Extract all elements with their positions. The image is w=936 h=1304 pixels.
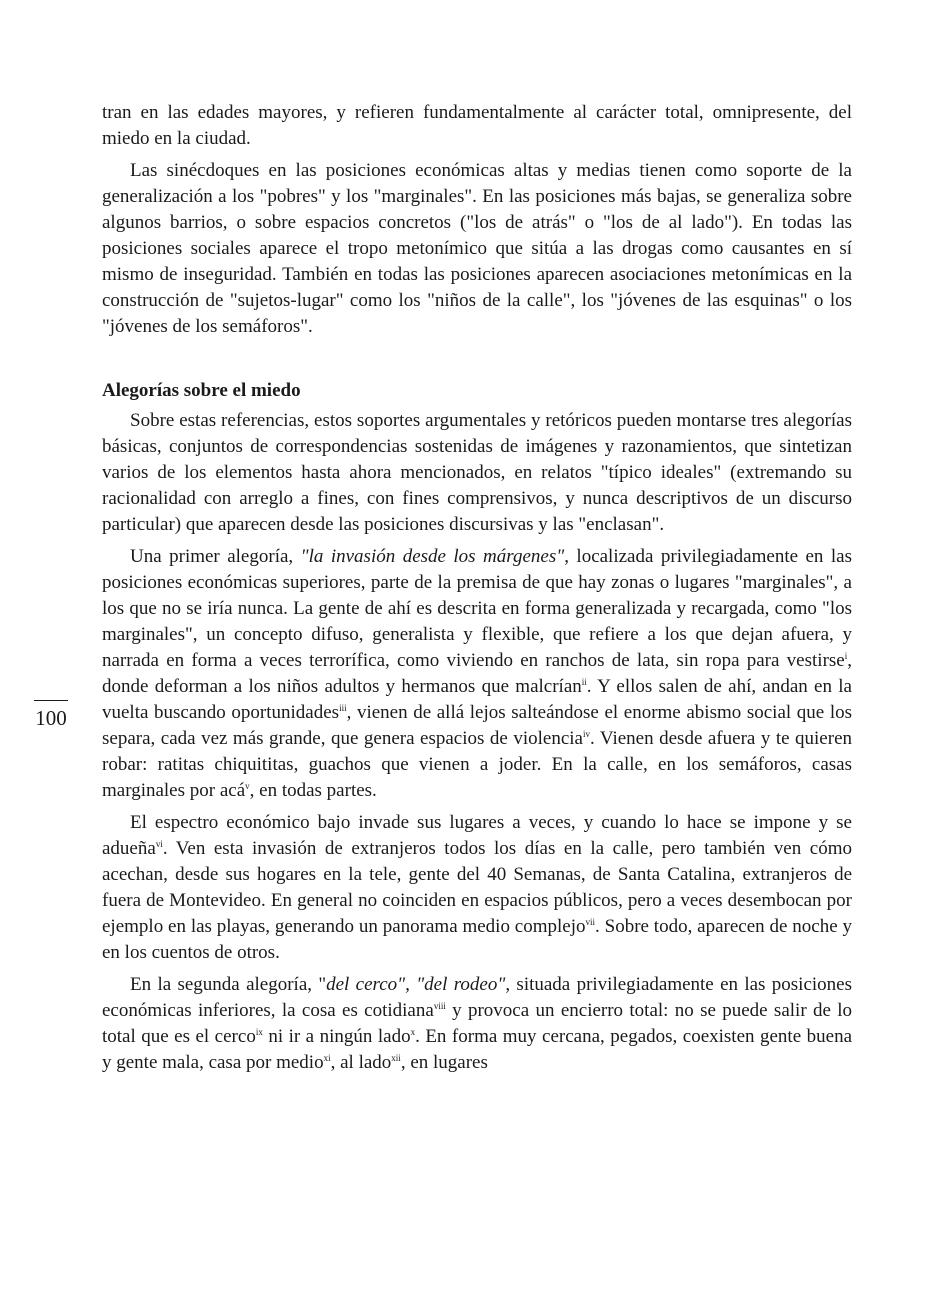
footnote-marker: v — [245, 781, 250, 791]
footnote-marker: iv — [582, 729, 590, 739]
text-run: . Sobre todo, aparecen de noche y en los cuentos de otros. — [102, 916, 852, 963]
italic-phrase: del cerco", "del rodeo" — [326, 974, 506, 995]
text-run: , vienen de allá lejos salteándose el enorme abismo social que los separa, cada vez más grande, que genera espacios de violencia — [102, 702, 852, 749]
text-run: y provoca un encierro total: no se puede salir de lo total que es el cerco — [102, 1000, 853, 1047]
footnote-marker: x — [410, 1027, 416, 1037]
section-heading: Alegorías sobre el miedo — [102, 380, 301, 401]
paragraph-synecdoche — [102, 158, 852, 340]
text-run: tran en las edades mayores, y refieren fundamentalmente al carácter total, omnipresente, del miedo en la ciudad. — [102, 102, 852, 149]
footnote-marker: ii — [581, 677, 587, 687]
text-run: ni ir a ningún lado — [262, 1026, 411, 1047]
paragraph-allegories-intro — [102, 408, 852, 538]
text-run: . Vienen desde afuera y te quieren robar: ratitas chiquititas, guachos que vienen a joder. En la calle, en los semáforos, casas marginales por acá — [102, 728, 853, 801]
text-run: , en todas partes. — [249, 780, 377, 801]
text-run: . Y ellos salen de ahí, andan en la vuelta buscando oportunidades — [102, 676, 852, 723]
text-run: , situada privilegiadamente en las posiciones económicas inferiores, la cosa es cotidiana — [102, 974, 852, 1021]
page-number-text: 100 — [35, 706, 67, 730]
text-run: , en lugares — [400, 1052, 488, 1073]
paragraph-first-allegory — [102, 544, 852, 804]
paragraph-second-allegory — [102, 972, 852, 1076]
footnote-marker: viii — [433, 1001, 446, 1011]
page-number — [32, 700, 70, 731]
text-run: , al lado — [330, 1052, 392, 1073]
text-run: El espectro económico bajo invade sus lugares a veces, y cuando lo hace se impone y se adueña — [102, 812, 852, 859]
paragraph-continued — [102, 100, 852, 152]
page-number-rule — [34, 700, 68, 701]
text-run: Las sinécdoques en las posiciones económicas altas y medias tienen como soporte de la generalización a los "pobres" y los "marginales". En las posiciones más bajas, se generaliza sobre algunos barrios, o sobre espacios concretos ("los de atrás" o "los de al lado"). En todas las posiciones sociales aparece el tropo metonímico que sitúa a las drogas como causantes en sí mismo de inseguridad. También en todas las posiciones aparecen asociaciones metonímicas en la construcción de "sujetos-lugar" como los "niños de la calle", los "jóvenes de las esquinas" o los "jóvenes de los semáforos". — [102, 160, 852, 337]
text-run: . En forma muy cercana, pegados, coexisten gente buena y gente mala, casa por medio — [102, 1026, 852, 1073]
text-run: , donde deforman a los niños adultos y hermanos que malcrían — [102, 650, 852, 697]
footnote-marker: iii — [339, 703, 347, 713]
text-run: En la segunda alegoría, " — [130, 974, 327, 995]
footnote-marker: vii — [585, 917, 596, 927]
text-run: , localizada privilegiadamente en las posiciones económicas superiores, parte de la premisa de que hay zonas o lugares "marginales", a los que no se iría nunca. La gente de ahí es descrita en forma generalizada y recargada, como "los marginales", un concepto difuso, generalista y flexible, que refiere a los que dejan afuera, y narrada en forma a veces terrorífica, como viviendo en ranchos de lata, sin ropa para vestirse — [102, 546, 853, 671]
footnote-marker: i — [844, 651, 848, 661]
italic-phrase: "la invasión desde los márgenes" — [300, 546, 565, 567]
text-run: Sobre estas referencias, estos soportes argumentales y retóricos pueden montarse tres alegorías básicas, conjuntos de correspondencias sostenidas de imágenes y razonamientos, que sintetizan varios de los elementos hasta ahora mencionados, en relatos "típico ideales" (extremando su racionalidad con arreglo a fines, con fines comprensivos, y nunca descriptivos de un discurso particular) que aparecen desde las posiciones discursivas y las "enclasan". — [102, 410, 852, 535]
text-run: . Ven esta invasión de extranjeros todos los días en la calle, pero también ven cómo acechan, desde sus hogares en la tele, gente del 40 Semanas, de Santa Catalina, extranjeros de fuera de Montevideo. En general no coinciden en espacios públicos, pero a veces desembocan por ejemplo en las playas, generando un panorama medio complejo — [102, 838, 852, 937]
page-body — [102, 100, 852, 1082]
footnote-marker: xii — [391, 1053, 401, 1063]
footnote-marker: xi — [323, 1053, 331, 1063]
footnote-marker: vi — [155, 839, 163, 849]
paragraph-economic-spectrum — [102, 810, 852, 966]
footnote-marker: ix — [255, 1027, 263, 1037]
text-run: Una primer alegoría, — [130, 546, 301, 567]
